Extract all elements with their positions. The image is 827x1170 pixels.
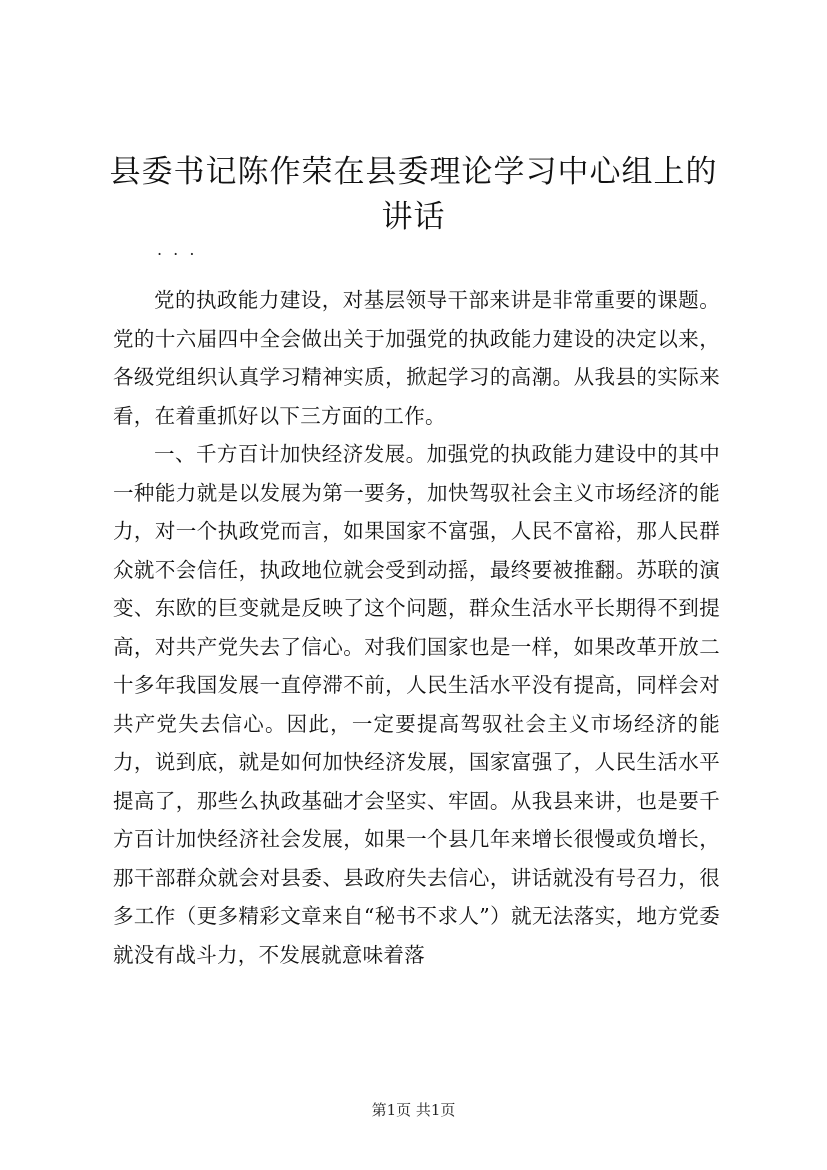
page-number-footer: 第1页 共1页 [371,1101,456,1119]
document-title: 县委书记陈作荣在县委理论学习中心组上的讲话 [109,154,718,235]
paragraph-intro: 党的执政能力建设，对基层领导干部来讲是非常重要的课题。党的十六届四中全会做出关于加强党的执政能力建设的决定以来，各级党组织认真学习精神实质，掀起学习的高潮。从我县的实际来看，在着重抓好以下三方面的工作。 [113,288,720,428]
ellipsis-marker: . . . [157,240,198,259]
paragraph-economic-development: 一、千方百计加快经济发展。加强党的执政能力建设中的其中一种能力就是以发展为第一要务，加快驾驭社会主义市场经济的能力，对一个执政党而言，如果国家不富强，人民不富裕，那人民群众就不会信任，执政地位就会受到动摇，最终要被推翻。苏联的演变、东欧的巨变就是反映了这个问题，群众生活水平长期得不到提高，对共产党失去了信心。对我们国家也是一样，如果改革开放二十多年我国发展一直停滞不前，人民生活水平没有提高，同样会对共产党失去信心。因此，一定要提高驾驭社会主义市场经济的能力，说到底，就是如何加快经济发展，国家富强了，人民生活水平提高了，那些么执政基础才会坚实、牢固。从我县来讲，也是要千方百计加快经济社会发展，如果一个县几年来增长很慢或负增长，那干部群众就会对县委、县政府失去信心，讲话就没有号召力，很多工作（更多精彩文章来自“秘书不求人”）就无法落实，地方党委就没有战斗力，不发展就意味着落 [113,442,720,967]
document-body [113,281,720,974]
